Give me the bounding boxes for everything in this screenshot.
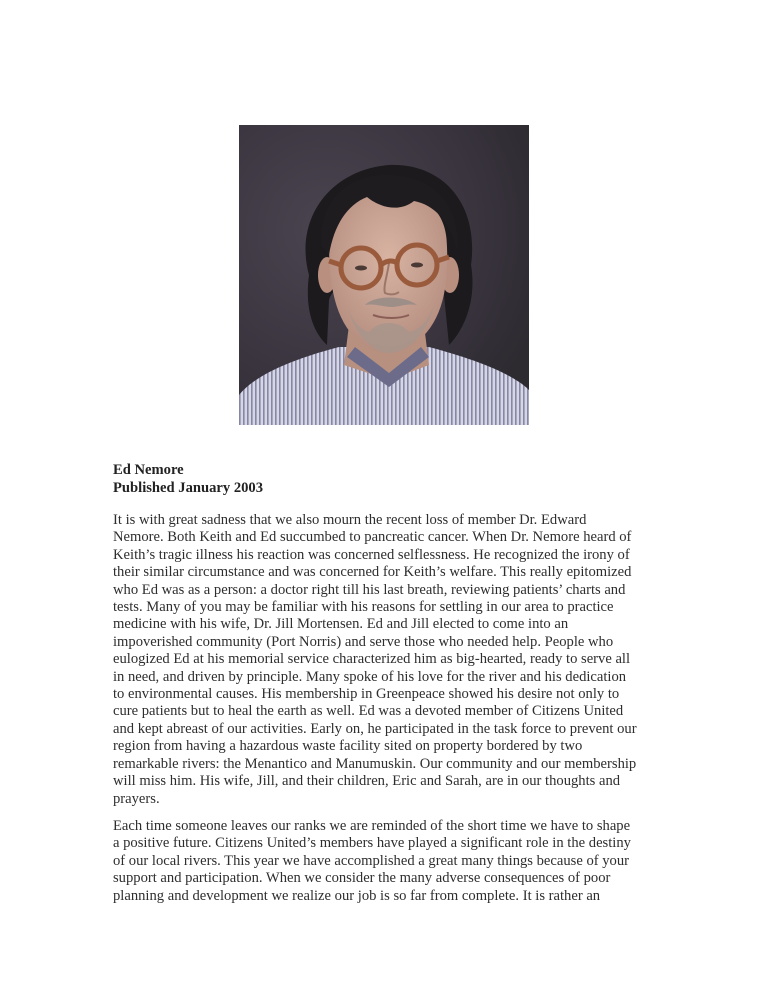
portrait-photo <box>239 125 529 425</box>
paragraph-line: will miss him. His wife, Jill, and their children, Eric and Sarah, are in our thoughts and <box>113 773 621 790</box>
paragraph-line: region from having a hazardous waste facility sited on property bordered by two <box>113 738 583 755</box>
paragraph-line: and kept abreast of our activities. Early on, he participated in the task force to prevent our <box>113 720 637 737</box>
paragraph-line: in need, and driven by principle. Many spoke of his love for the river and his dedication <box>113 668 627 685</box>
paragraph-line: Keith’s tragic illness his reaction was concerned selflessness. He recognized the irony of <box>113 546 630 563</box>
paragraph-line: of our local rivers. This year we have accomplished a great many things because of your <box>113 852 630 869</box>
article-published-date: Published January 2003 <box>113 479 264 496</box>
paragraph-line: their similar circumstance and was concerned for Keith’s welfare. This really epitomized <box>113 564 632 581</box>
paragraph-line: impoverished community (Port Norris) and serve those who needed help. People who <box>113 633 614 650</box>
portrait-image <box>239 125 529 425</box>
paragraph-line: support and participation. When we consider the many adverse consequences of poor <box>113 870 611 887</box>
paragraph-line: Each time someone leaves our ranks we are reminded of the short time we have to shape <box>113 818 631 834</box>
paragraph-line: remarkable rivers: the Menantico and Manumuskin. Our community and our membership <box>113 755 637 772</box>
article-heading <box>113 462 263 497</box>
paragraph-line: to environmental causes. His membership in Greenpeace showed his desire not only to <box>113 686 620 703</box>
article-paragraph-1 <box>113 512 637 808</box>
paragraph-line: who Ed was as a person: a doctor right till his last breath, reviewing patients’ charts and <box>113 581 626 598</box>
paragraph-line: eulogized Ed at his memorial service characterized him as big-hearted, ready to serve all <box>113 651 631 668</box>
paragraph-line: medicine with his wife, Dr. Jill Mortensen. Ed and Jill elected to come into an <box>113 616 569 633</box>
paragraph-line: It is with great sadness that we also mourn the recent loss of member Dr. Edward <box>113 512 587 528</box>
paragraph-line: Nemore. Both Keith and Ed succumbed to pancreatic cancer. When Dr. Nemore heard of <box>113 529 632 546</box>
left-eye <box>355 266 367 271</box>
paragraph-line: a positive future. Citizens United’s members have played a significant role in the destiny <box>113 835 631 852</box>
article-name: Ed Nemore <box>113 462 184 478</box>
paragraph-line: tests. Many of you may be familiar with his reasons for settling in our area to practice <box>113 599 614 616</box>
paragraph-line: cure patients but to heal the earth as well. Ed was a devoted member of Citizens United <box>113 703 624 720</box>
right-eye <box>411 263 423 268</box>
article-paragraph-2 <box>113 818 631 905</box>
paragraph-line: planning and development we realize our job is so far from complete. It is rather an <box>113 887 601 904</box>
paragraph-line: prayers. <box>113 790 160 807</box>
